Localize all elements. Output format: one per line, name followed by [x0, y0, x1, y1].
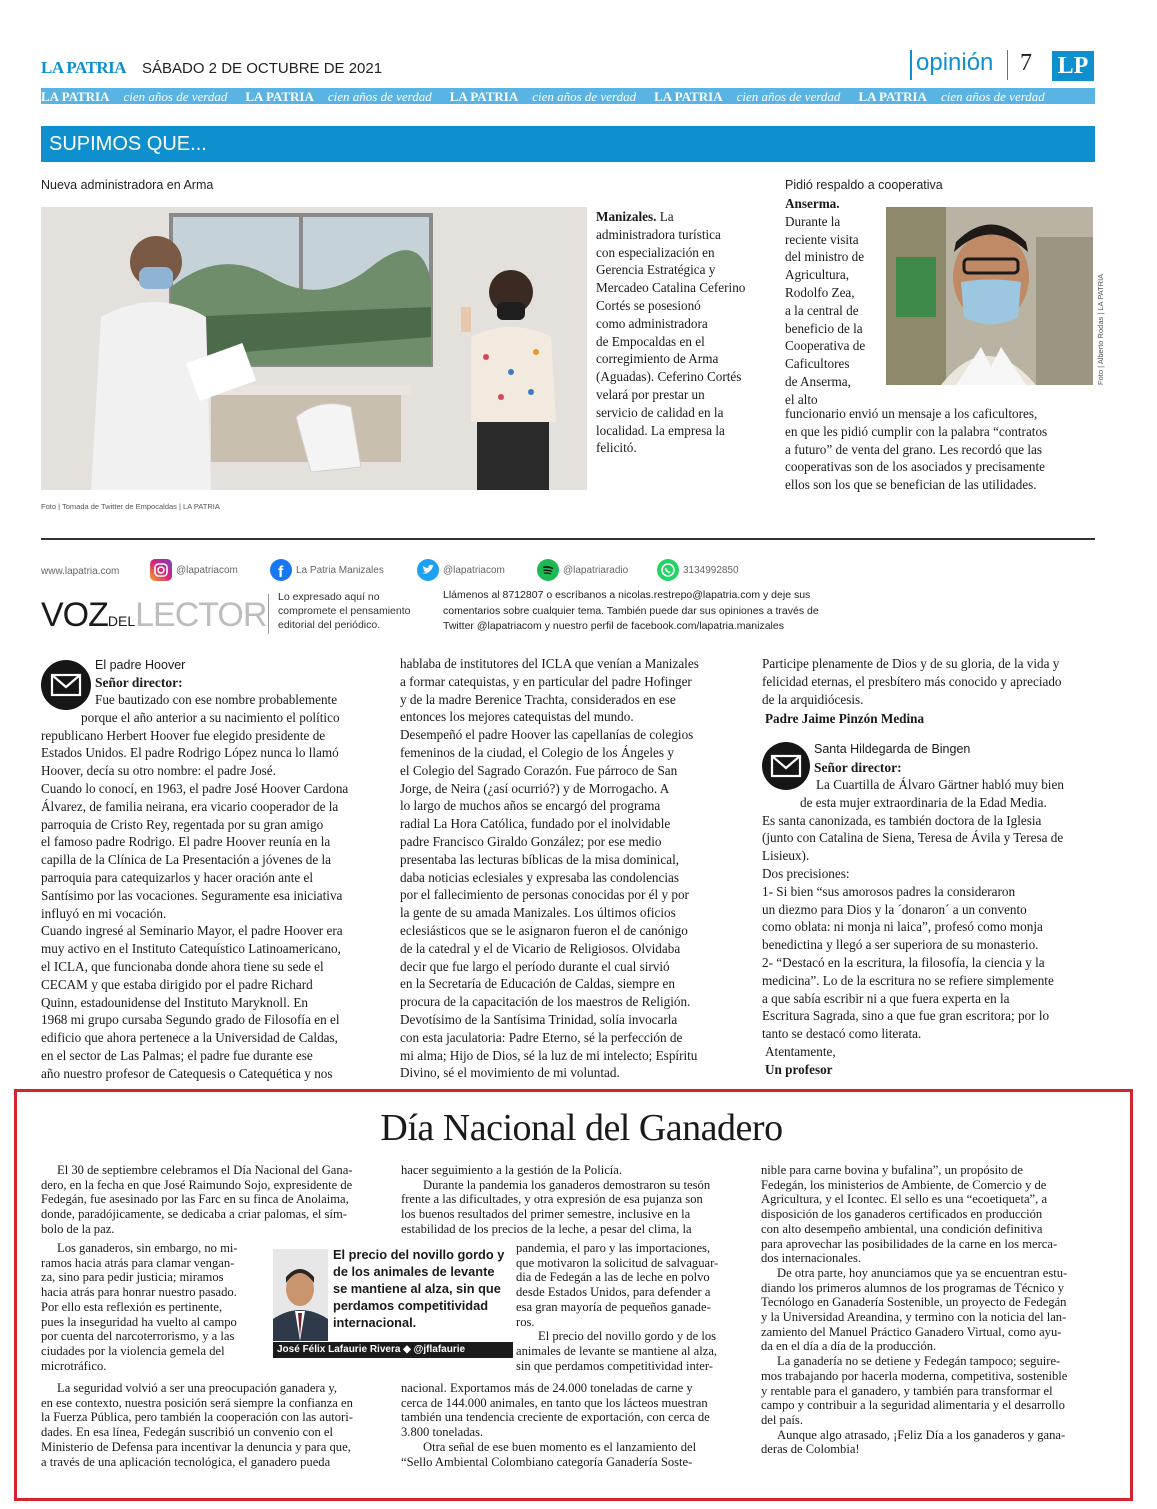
- ganadero-col2-top: hacer seguimiento a la gestión de la Policía. Durante la pandemia los ganaderos demostraron su tesón frente a las dificultades, y otra expresión de esa pujanza son los buenos resultados del primer semestre, inclusive en la estabilidad de los precios de la leche, a pesar del clima, la: [401, 1163, 711, 1236]
- voz-contact: Llámenos al 8712807 o escríbanos a nicolas.restrepo@lapatria.com y deje sus comentarios sobre cualquier tema. También puede dar sus opiniones a través de Twitter @lapatriacom y nuestro perfil de facebook.com/lapatria.manizales: [443, 589, 819, 632]
- slogan-band: [41, 88, 1095, 104]
- pull-quote: El precio del novillo gordo y de los animales de levante se mantiene al alza, sin que perdamos competitividad internacional.: [333, 1247, 505, 1330]
- section-divider: [910, 50, 912, 80]
- letter1-col1: Fue bautizado con ese nombre probablemente porque el año anterior a su nacimiento el político republicano Herbert Hoover fue elegido presidente de Estados Unidos. El padre Rodrigo López nunca lo llamó Hoover, decía su otro nombre: el padre José. Cuando lo conocí, en 1963, el padre José Hoover Cardona Álvarez, de familia neirana, era vicario cooperador de la parroquia de Cristo Rey, regentada por su gran amigo el famoso padre Rodrigo. El padre Hoover reunía en la capilla de la Clínica de La Presentación a jóvenes de la parroquia para catequizarlos y hacer oración ante el Santísimo por las vocaciones. Seguramente esa iniciativa influyó en mi vocación. Cuando ingresé al Seminario Mayor, el padre Hoover era muy activo en el Instituto Catequístico Latinoamericano, el ICLA, que funcionaba donde ahora tiene su sede el CECAM y que estaba dirigido por el padre Richard Quinn, estadounidense del Instituto Maryknoll. En 1968 mi grupo cursaba Segundo grado de Filosofía en el edificio que ahora pertenece a la Universidad de Caldas, en el sector de Las Palmas; el padre fue durante ese año nuestro profesor de Catequesis o Catequética y nos: [41, 692, 349, 1081]
- band-slogan: cien años de verdad: [940, 89, 1045, 104]
- photo-minister: [886, 207, 1093, 385]
- band-logo: LA PATRIA: [449, 89, 519, 104]
- social-whatsapp[interactable]: 3134992850: [657, 559, 739, 581]
- social-twitter[interactable]: @lapatriacom: [417, 559, 505, 581]
- column-title: Día Nacional del Ganadero: [380, 1107, 783, 1149]
- author-byline: José Félix Lafaurie Rivera ◆ @jflafaurie: [273, 1342, 513, 1358]
- photo-caption-left: Foto | Tomada de Twitter de Empocaldas | LA PATRIA: [41, 502, 220, 511]
- instagram-icon: [150, 559, 172, 581]
- social-spotify[interactable]: @lapatriaradio: [537, 559, 628, 581]
- section-name: opinión: [916, 49, 994, 76]
- story-kicker-left: Nueva administradora en Arma: [41, 178, 214, 192]
- band-logo: LA PATRIA: [654, 89, 723, 104]
- band-logo: LA PATRIA: [41, 89, 110, 104]
- page-number: 7: [1020, 50, 1032, 76]
- story-left-text: Manizales. La administradora turística con especialización en Gerencia Estratégica y Mercadeo Catalina Ceferino Cortés se posesionó como administradora de Empocaldas en el corregimiento de Arma (Aguadas). Ceferino Cortés velará por prestar un servicio de calidad en la localidad. La empresa la felicitó.: [596, 209, 746, 456]
- section-title-bar: SUPIMOS QUE...: [41, 126, 1095, 162]
- letter-signature: Padre Jaime Pinzón Medina: [765, 711, 925, 727]
- voz-del-lector-title: VOZDELLECTOR: [41, 596, 267, 634]
- letter-salutation: Señor director:: [814, 760, 902, 775]
- social-web[interactable]: www.lapatria.com: [41, 566, 120, 577]
- photo-caption-right: Foto | Alberto Rodas | LA PATRIA: [1096, 273, 1105, 385]
- band-slogan: cien años de verdad: [736, 89, 841, 104]
- letter-signature: Un profesor: [765, 1061, 833, 1077]
- author-photo: [273, 1249, 328, 1341]
- masthead-logo: LA PATRIA: [41, 58, 127, 77]
- band-slogan: cien años de verdad: [123, 89, 228, 104]
- ganadero-col3: nible para carne bovina y bufalina”, un propósito de Fedegán, los ministerios de Ambiente, de Comercio y de Agricultura, y el Icontec. El sello es una “ecoetiqueta”, a disposición de los ganaderos certificados en producción con alto desempeño ambiental, una condición definitiva para aprovechar las posibilidades de la carne en los merca- dos internacionales. De otra parte, hoy anunciamos que ya se encuentran estu- diando los primeros alumnos de los programas de Técnico y Tecnólogo en Ganadería Sostenible, un proyecto de Fedegán y la Universidad Areandina, y termino con la noticia del lan- zamiento del Manuel Práctico Ganadero Virtual, como ayu- da en el día a día de la producción. La ganadería no se detiene y Fedegán tampoco; seguire- mos trabajando por hacerla moderna, competitiva, sostenible y rentable para el ganadero, y también para transformar el campo y contribuir a la seguridad alimentaria y el desarrollo del país. Aunque algo atrasado, ¡Feliz Día a los ganaderos y gana- deras de Colombia!: [761, 1163, 1068, 1457]
- band-slogan: cien años de verdad: [327, 89, 432, 104]
- letter-salutation: Señor director:: [95, 675, 183, 690]
- section-rule: [41, 538, 1095, 540]
- issue-date: SÁBADO 2 DE OCTUBRE DE 2021: [142, 60, 383, 77]
- twitter-icon: [417, 559, 439, 581]
- social-facebook[interactable]: f La Patria Manizales: [270, 559, 384, 581]
- facebook-icon: [270, 559, 292, 581]
- letter2-body: La Cuartilla de Álvaro Gärtner habló muy bien de esta mujer extraordinaria de la Edad Media. Es santa canonizada, es también doctora de la Iglesia (junto con Catalina de Siena, Teresa de Ávila y Teresa de Lisieux). Dos precisiones: 1- Si bien “sus amorosos padres la consideraron un diezmo para Dios y la ´donaron´ a un convento como oblata: ni monja ni laica”, profesó como monja benedictina y llegó a ser superiora de su monasterio. 2- “Destacó en la escritura, la filosofía, la ciencia y la medicina”. Lo de la escritura no se refiere simplemente a que sabía escribir ni a que fuera experta en la Escritura Sagrada, sino a que fue gran escritora; por lo tanto se destacó como literata. Atentamente, Un profesor: [762, 776, 1102, 1079]
- band-slogan: cien años de verdad: [532, 89, 637, 104]
- letter-kicker: El padre Hoover: [95, 658, 186, 672]
- social-instagram[interactable]: @lapatriacom: [150, 559, 238, 581]
- voz-disclaimer: Lo expresado aquí no compromete el pensamiento editorial del periódico.: [278, 591, 411, 631]
- dateline: Anserma.: [785, 196, 840, 211]
- photo-oath-ceremony: [41, 207, 587, 490]
- ganadero-col2-mid: pandemia, el paro y las importaciones, que motivaron la solicitud de salvaguar- dia de Fedegán a las de leche en polvo desde Estados Unidos, para defender a esa gran mayoría de pequeños ganade- ros. El precio del novillo gordo y de los animales de levante se mantiene al alza, sin que perdamos competitividad inter-: [516, 1241, 719, 1373]
- spotify-icon: [537, 559, 559, 581]
- band-logo: LA PATRIA: [245, 89, 314, 104]
- lp-logo: LP: [1052, 51, 1094, 81]
- ganadero-col1-bot: La seguridad volvió a ser una preocupación ganadera y, en ese contexto, nuestra posición será siempre la confianza en la Fuerza Pública, pero también la cooperación con las autori- dades. En esa línea, Fedegán suscribió un convenio con el Ministerio de Defensa para incentivar la denuncia y para que, a través de una aplicación tecnológica, el ganadero pueda: [41, 1381, 353, 1469]
- voz-divider: [268, 594, 269, 634]
- story-kicker-right: Pidió respaldo a cooperativa: [785, 178, 943, 192]
- letter1-col3: Participe plenamente de Dios y de su gloria, de la vida y felicidad eternas, el presbítero más conocido y apreciado de la arquidiócesis. Padre Jaime Pinzón Medina: [762, 655, 1102, 728]
- whatsapp-icon: [657, 559, 679, 581]
- section-divider-2: [1007, 50, 1008, 80]
- letter-kicker: Santa Hildegarda de Bingen: [814, 742, 971, 756]
- ganadero-col1-top: El 30 de septiembre celebramos el Día Nacional del Gana- dero, en la fecha en que José Raimundo Sojo, expresidente de Fedegán, fue asesinado por las Farc en su finca de Anolaima, donde, paradójicamente, se dedicaba a criar palomas, el sím- bolo de la paz.: [41, 1163, 353, 1236]
- dateline: Manizales.: [596, 209, 657, 224]
- story-right-text: Anserma. Durante la reciente visita del ministro de Agricultura, Rodolfo Zea, a la central de beneficio de la Cooperativa de Caficultores de Anserma, el alto: [785, 195, 885, 409]
- band-logo: LA PATRIA: [858, 89, 927, 104]
- letter1-col2: hablaba de institutores del ICLA que venían a Manizales a formar catequistas, y en particular del padre Hofinger y de la madre Berenice Trachta, considerados en ese entonces los mejores catequistas del mundo. Desempeñó el padre Hoover las capellanías de colegios femeninos de la ciudad, el Colegio de los Ángeles y el Colegio del Sagrado Corazón. Fue párroco de San Jorge, de Neira (¿así ocurrió?) y de Morrogacho. A lo largo de muchos años se encargó del programa radial La Hora Católica, fundado por el inolvidable padre Francisco Giraldo González; por ese medio presentaba las lecturas bíblicas de la misa dominical, daba noticias eclesiales y expresaba las condolencias por el fallecimiento de personas conocidas por él y por la gente de su amada Manizales. Los últimos oficios eclesiásticos que se le asignaron fueron el de canónigo de la catedral y el de Vicario de Religiosos. Olvidaba decir que fue largo el período durante el cual sirvió en la Secretaría de Educación de Caldas, siempre en procura de la capacitación de los maestros de Religión. Devotísimo de la Santísima Trinidad, solía invocarla con esta jaculatoria: Padre Eterno, sé la perfección de mi alma; Hijo de Dios, sé la luz de mi intelecto; Espíritu Divino, sé el movimiento de mi voluntad.: [400, 656, 699, 1081]
- ganadero-col2-bot: nacional. Exportamos más de 24.000 toneladas de carne y cerca de 144.000 animales, en tanto que los lácteos muestran también una tendencia creciente de exportación, con cerca de 3.800 toneladas. Otra señal de ese buen momento es el lanzamiento del “Sello Ambiental Colombiano categoría Ganadería Soste-: [401, 1381, 710, 1469]
- svg-text:f: f: [278, 564, 284, 581]
- ganadero-col1-mid: Los ganaderos, sin embargo, no mi- ramos hacia atrás para clamar vengan- za, sino para pedir justicia; miramos hacia atrás para honrar nuestro pasado. Por ello esta reflexión es pertinente, pues la inseguridad ha vuelto al campo por cuenta del narcoterrorismo, y a las ciudades por la violencia gemela del microtráfico.: [41, 1241, 238, 1373]
- story-right-text-full: funcionario envió un mensaje a los caficultores, en que les pidió cumplir con la palabra “contratos a futuro” de venta del grano. Les recordó que las cooperativas son de los asociados y precisamente ellos son los que se benefician de las utilidades.: [785, 406, 1048, 493]
